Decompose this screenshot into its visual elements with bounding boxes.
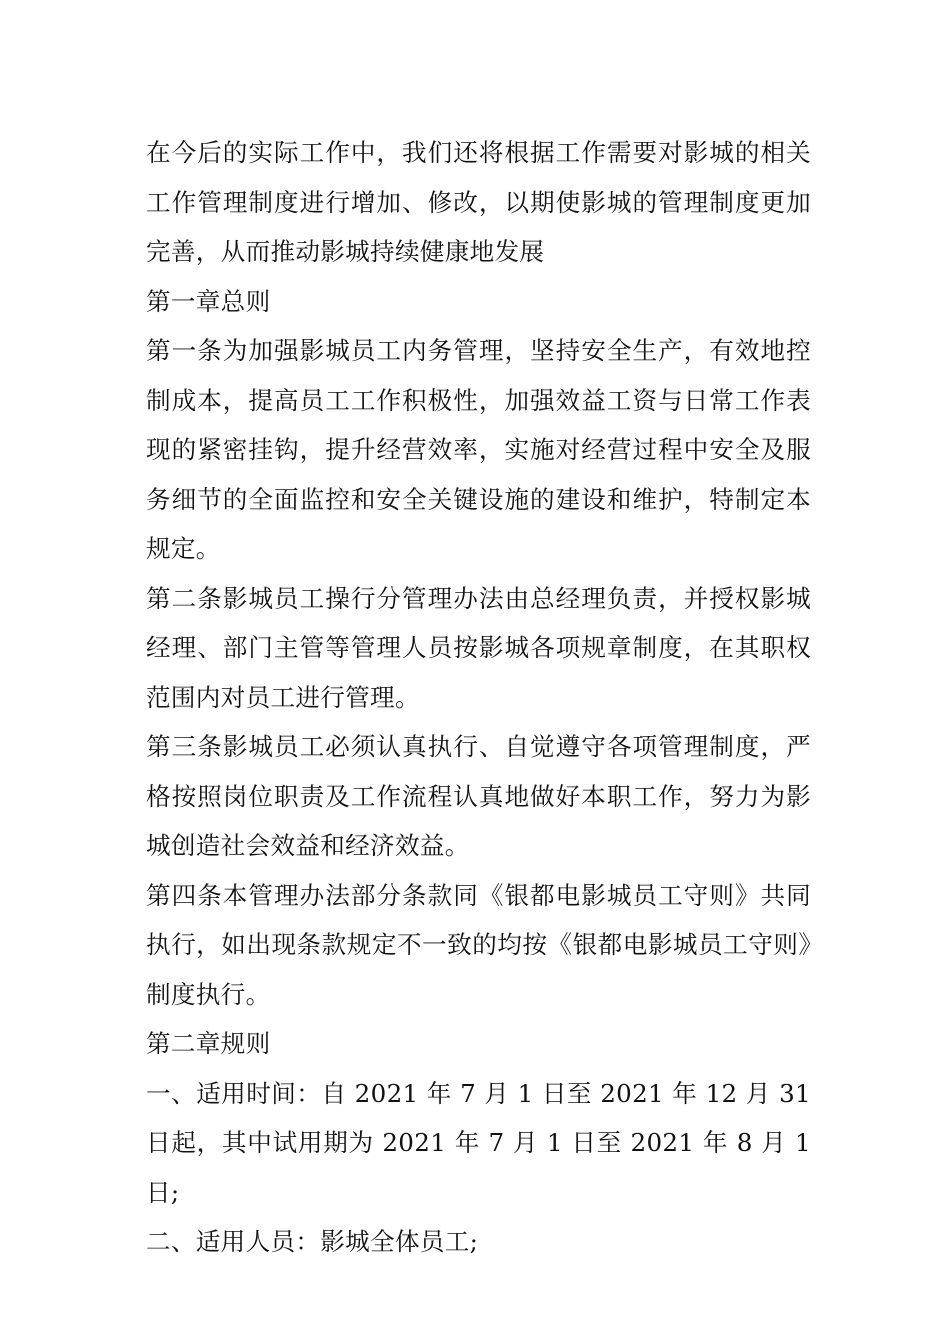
article-3-paragraph: 第三条影城员工必须认真执行、自觉遵守各项管理制度，严格按照岗位职责及工作流程认真地做好本职工作，努力为影城创造社会效益和经济效益。	[146, 732, 811, 860]
document-body	[146, 128, 811, 1267]
article-1-paragraph: 第一条为加强影城员工内务管理，坚持安全生产，有效地控制成本，提高员工工作积极性，加强效益工资与日常工作表现的紧密挂钩，提升经营效率，实施对经营过程中安全及服务细节的全面监控和安全关键设施的建设和维护，特制定本规定。	[146, 336, 811, 563]
intro-paragraph: 在今后的实际工作中，我们还将根据工作需要对影城的相关工作管理制度进行增加、修改，以期使影城的管理制度更加完善，从而推动影城持续健康地发展	[146, 138, 811, 266]
chapter-1-title: 第一章总则	[146, 286, 271, 316]
article-2-paragraph: 第二条影城员工操行分管理办法由总经理负责，并授权影城经理、部门主管等管理人员按影城各项规章制度，在其职权范围内对员工进行管理。	[146, 583, 811, 712]
chapter-2-title: 第二章规则	[146, 1029, 271, 1058]
rule-2-paragraph: 二、适用人员：影城全体员工;	[146, 1227, 479, 1256]
rule-1-paragraph: 一、适用时间：自 2021 年 7 月 1 日至 2021 年 12 月 31 日起，其中试用期为 2021 年 7 月 1 日至 2021 年 8 月 1 日;	[146, 1078, 811, 1207]
article-4-paragraph: 第四条本管理办法部分条款同《银都电影城员工守则》共同执行，如出现条款规定不一致的均按《银都电影城员工守则》制度执行。	[146, 880, 811, 1009]
